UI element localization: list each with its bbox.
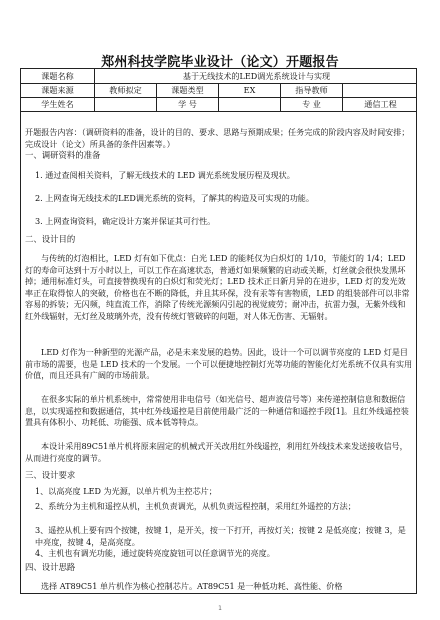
type-value: EX bbox=[219, 83, 281, 97]
section-1-item-1: 1. 通过查阅相关资料，了解无线技术的 LED 调光系统发展历程及现状。 bbox=[35, 170, 295, 180]
section-4-title: 四、设计思路 bbox=[25, 562, 76, 572]
student-name-value bbox=[95, 97, 157, 111]
student-row bbox=[21, 97, 416, 112]
section-3-item-1: 1、以高亮度 LED 为光源，以单片机为主控芯片； bbox=[35, 486, 217, 496]
section-2-paragraph-4: 本设计采用89C51单片机将原来固定的机械式开关改用红外线遥控，利用红外线技术来发送接收信号，从而进行亮度的调节。 bbox=[25, 441, 408, 463]
section-4-paragraph-1: 选择 AT89C51 单片机作为核心控制芯片。AT89C51 是一种低功耗、高性能、价格 bbox=[41, 581, 343, 591]
section-1-item-2: 2. 上网查询无线技术的LED调光系统的资料，了解其的构造及可实现的功能。 bbox=[35, 193, 314, 203]
student-id-label: 学 号 bbox=[157, 97, 219, 111]
section-3-item-3: 3、遥控从机上要有四个按键，按键 1，是开关，按一下打开，再按灯关；按键 2 是低亮度；按键 3，是中亮度，按键 4，是高亮度。 bbox=[35, 525, 406, 547]
section-3-item-4: 4、主机也有调光功能，通过旋转亮度旋钮可以任意调节光的亮度。 bbox=[35, 548, 275, 558]
document-title: 郑州科技学院毕业设计（论文）开题报告 bbox=[101, 55, 339, 70]
student-id-value bbox=[219, 97, 281, 111]
section-3-item-2: 2、系统分为主机和遥控从机，主机负责调光，从机负责远程控制，采用红外遥控的方法； bbox=[35, 501, 356, 511]
topic-value: 基于无线技术的LED调光系统设计与实现 bbox=[182, 71, 331, 81]
section-2-paragraph-3: 在很多实际的单片机系统中，常常使用非电信号（如光信号、超声波信号等）来传递控制信息和数据信息，以实现遥控和数据通信，其中红外线遥控是目前使用最广泛的一种通信和遥控手段[1]。且红外线遥控装置具有体积小、功耗低、功能强、成本低等特点。 bbox=[25, 394, 409, 428]
report-body bbox=[21, 126, 416, 594]
intro-paragraph: 开题报告内容：（调研资料的准备，设计的目的、要求、思路与预期成果；任务完成的阶段内容及时间安排；完成设计（论文）所具备的条件因素等。） bbox=[25, 127, 410, 149]
student-name-label: 学生姓名 bbox=[21, 97, 95, 111]
section-1-title: 一、调研资料的准备 bbox=[25, 150, 101, 160]
type-label: 课题类型 bbox=[157, 83, 219, 97]
section-2-title: 二、设计目的 bbox=[25, 234, 76, 244]
major-label: 专 业 bbox=[281, 97, 343, 111]
major-value: 通信工程 bbox=[364, 99, 397, 109]
source-value: 教师拟定 bbox=[95, 83, 157, 97]
source-label: 课题来源 bbox=[21, 83, 95, 97]
advisor-value bbox=[343, 83, 418, 97]
section-2-paragraph-1: 与传统的灯泡相比，LED 灯有如下优点：白光 LED 的能耗仅为白炽灯的 1/10，节能灯的 1/4；LED 灯的寿命可达到十万小时以上，可以工作在高速状态，普通灯如果频繁的启动或关断，灯丝就会很快发黑坏掉；通用标准灯头，可直接替换现有的白炽灯和荧光灯；LED 技术正日新月异的在进步，LED 灯的发光效率正在取得惊人的突破，价格也在不断的降低，并且其环保，没有汞等有害物质，LED 的组装部件可以非常容易的拆装；无闪频，纯直流工作，消除了传统光源频闪引起的视觉疲劳；耐冲击，抗雷力强，无紫外线和红外线辐射，无灯丝及玻璃外壳，没有传统灯管破碎的问题，对人体无伤害、无辐射。 bbox=[25, 253, 410, 321]
section-2-paragraph-2: LED 灯作为一种新型的光源产品，必是未来发展的趋势。因此，设计一个可以调节亮度的 LED 灯是目前市场的需要，也是 LED 技术的一个发展。一个可以便捷地控制灯光等功能的智能化灯光系统不仅具有实用价值，而且还具有广阔的市场前景。 bbox=[25, 347, 413, 381]
topic-row bbox=[21, 69, 416, 84]
topic-label: 课题名称 bbox=[21, 69, 95, 83]
section-1-item-3: 3. 上网查询资料，确定设计方案并保证其可行性。 bbox=[35, 216, 216, 226]
source-row bbox=[21, 83, 416, 98]
advisor-label: 指导教师 bbox=[281, 83, 343, 97]
page-number: 1 bbox=[218, 605, 222, 612]
section-3-title: 三、设计要求 bbox=[25, 470, 76, 480]
report-form bbox=[20, 68, 417, 594]
